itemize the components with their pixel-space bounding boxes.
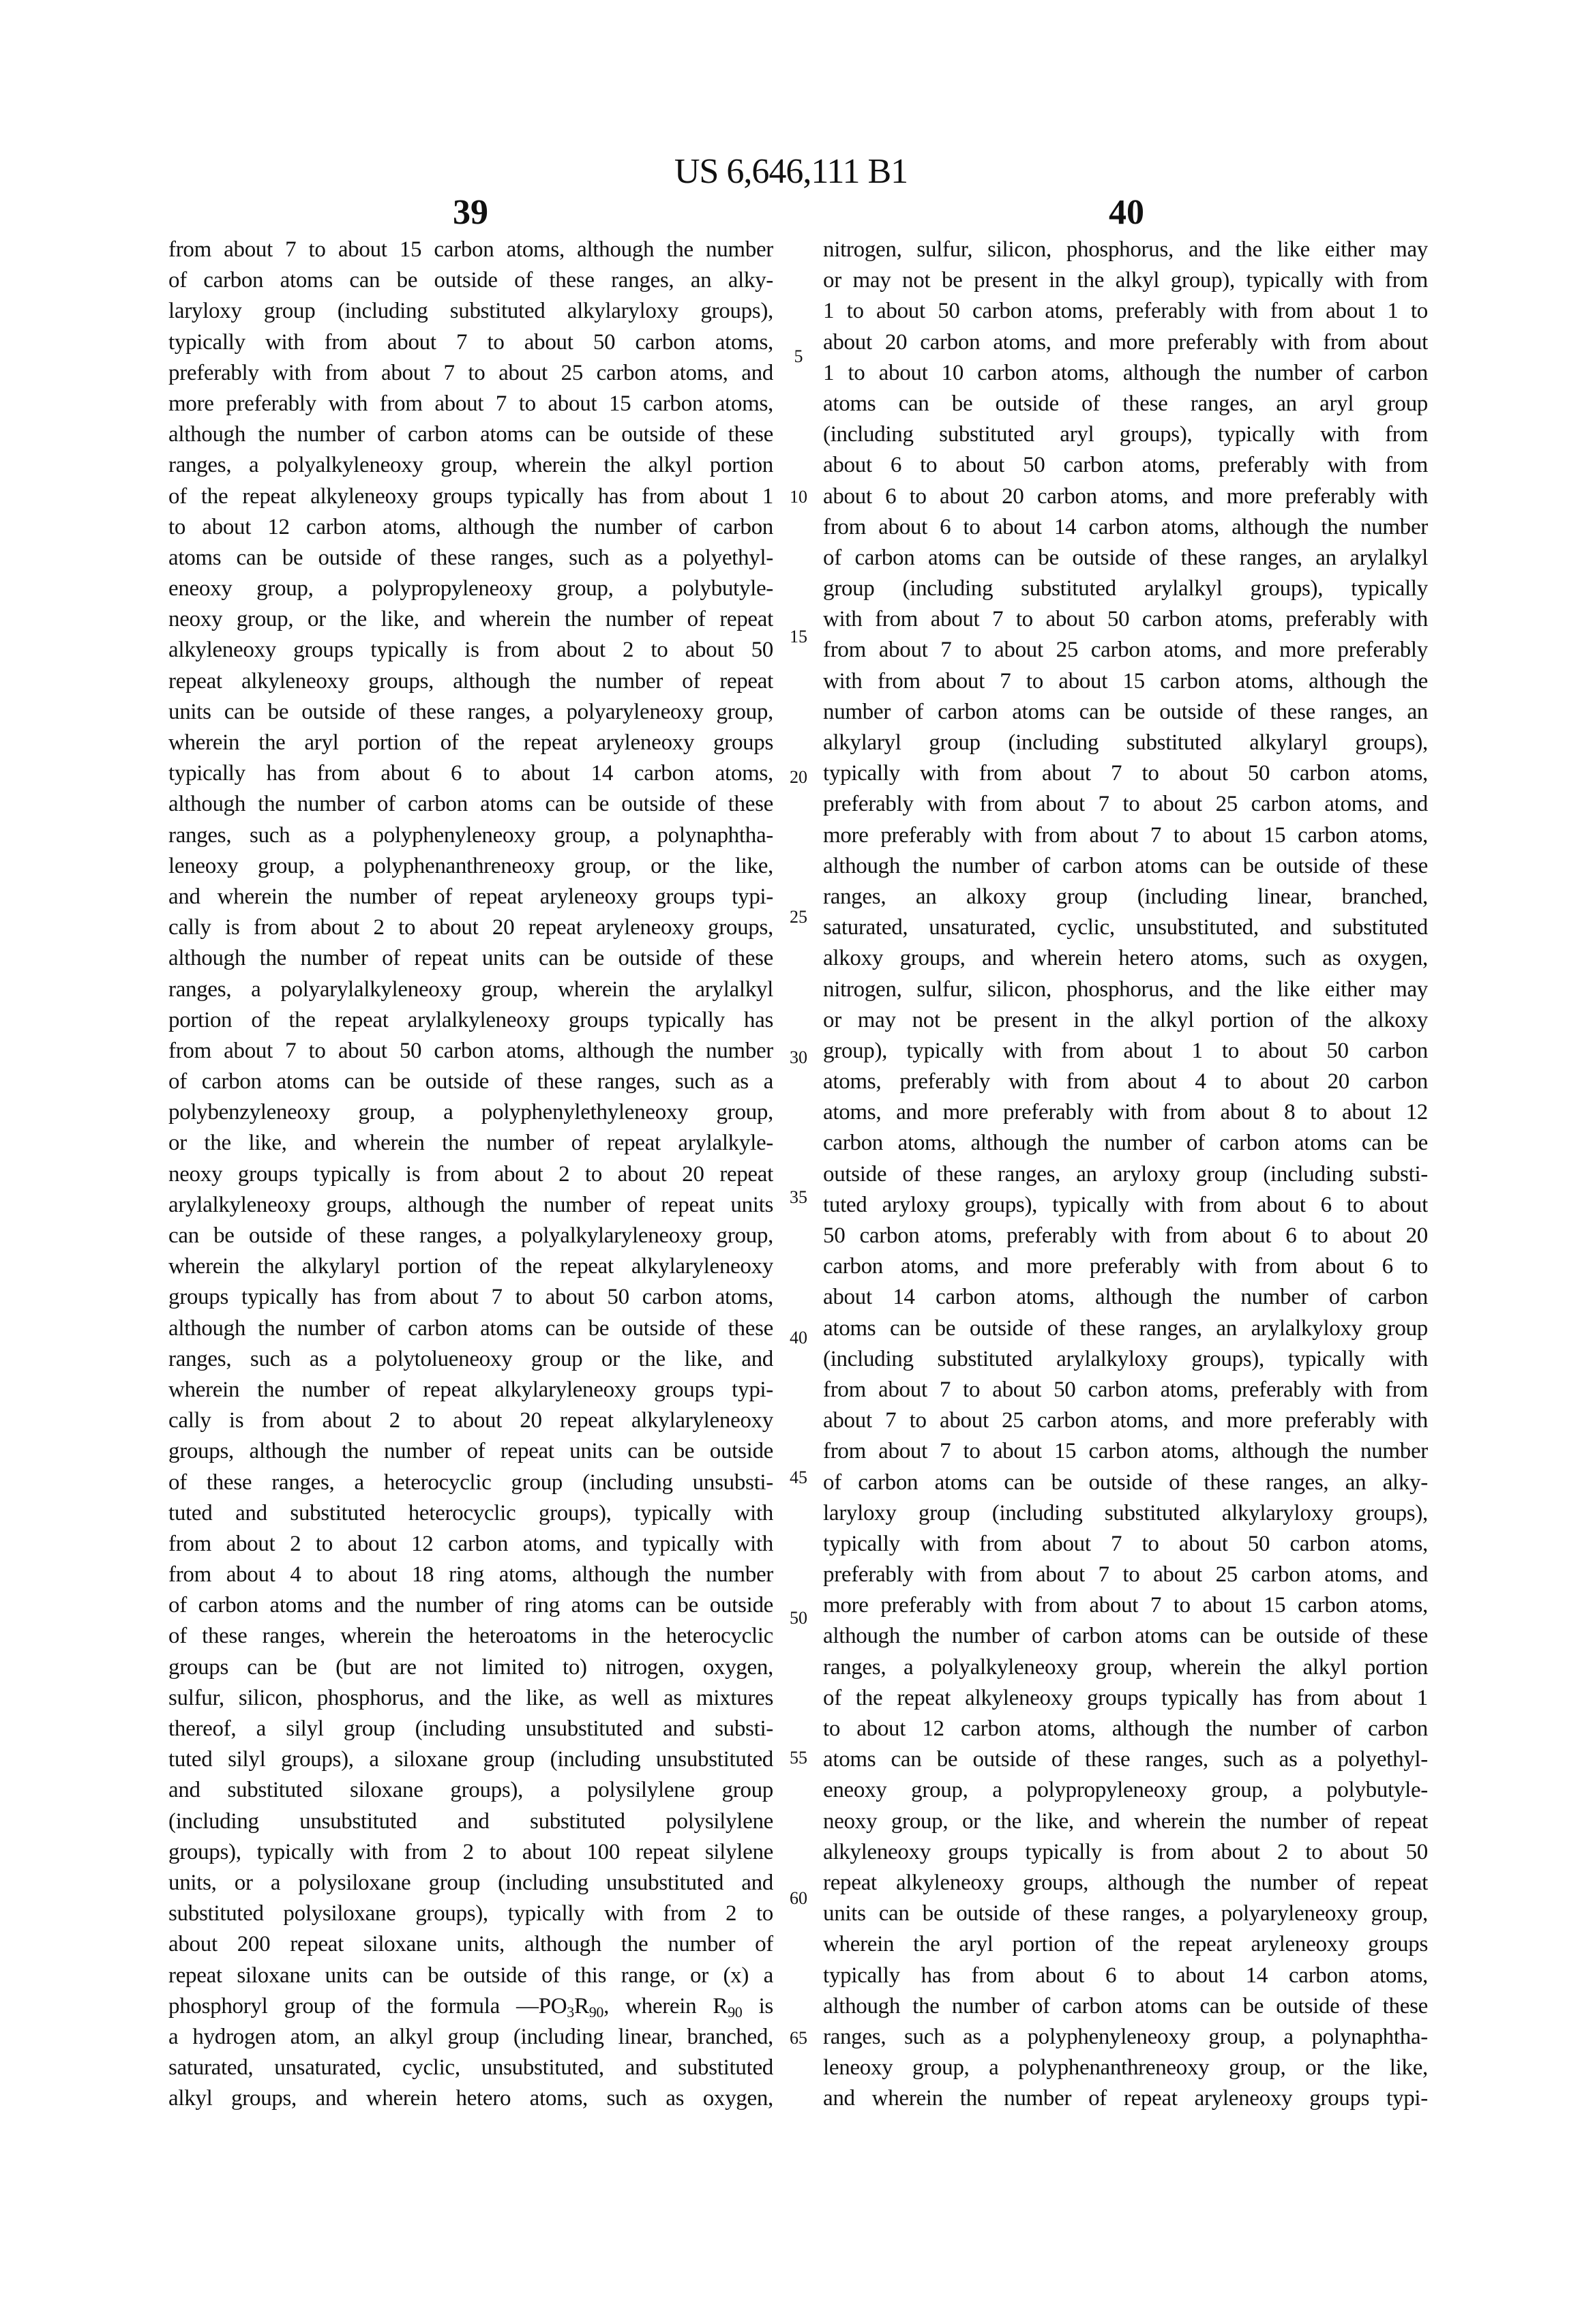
text-line: portion of the repeat arylalkyleneoxy groups typically has bbox=[168, 1005, 773, 1036]
text-line: a hydrogen atom, an alkyl group (including linear, branched, bbox=[168, 2022, 773, 2053]
right-text-column bbox=[823, 235, 1428, 2114]
text-line: from about 7 to about 50 carbon atoms, preferably with from bbox=[823, 1375, 1428, 1405]
text-line: atoms, and more preferably with from about 8 to about 12 bbox=[823, 1097, 1428, 1128]
margin-line-number: 5 bbox=[784, 346, 813, 367]
subscript: 90 bbox=[728, 2003, 742, 2021]
text-line: about 7 to about 25 carbon atoms, and more preferably with bbox=[823, 1405, 1428, 1436]
text-line: and substituted siloxane groups), a polysilylene group bbox=[168, 1775, 773, 1806]
text-line: tuted aryloxy groups), typically with from about 6 to about bbox=[823, 1190, 1428, 1221]
text-line: about 20 carbon atoms, and more preferably with from about bbox=[823, 327, 1428, 358]
text-line: although the number of repeat units can be outside of these bbox=[168, 943, 773, 974]
text-line: cally is from about 2 to about 20 repeat aryleneoxy groups, bbox=[168, 912, 773, 943]
text-line: alkyleneoxy groups typically is from about 2 to about 50 bbox=[168, 635, 773, 666]
margin-line-number: 10 bbox=[784, 487, 813, 507]
margin-line-number: 20 bbox=[784, 767, 813, 788]
text-line bbox=[168, 1991, 773, 2022]
text-line: carbon atoms, and more preferably with from about 6 to bbox=[823, 1251, 1428, 1282]
text-line: units can be outside of these ranges, a polyaryleneoxy group, bbox=[168, 697, 773, 728]
text-line: of the repeat alkyleneoxy groups typically has from about 1 bbox=[823, 1683, 1428, 1714]
text-line: neoxy groups typically is from about 2 to about 20 repeat bbox=[168, 1159, 773, 1190]
text-line: saturated, unsaturated, cyclic, unsubstituted, and substituted bbox=[823, 912, 1428, 943]
text-line: of these ranges, a heterocyclic group (including unsubsti- bbox=[168, 1468, 773, 1498]
text-line: typically has from about 6 to about 14 carbon atoms, bbox=[823, 1961, 1428, 1991]
column-number-right: 40 bbox=[1058, 192, 1195, 233]
text-line: with from about 7 to about 15 carbon atoms, although the bbox=[823, 666, 1428, 697]
text-line: outside of these ranges, an aryloxy group (including substi- bbox=[823, 1159, 1428, 1190]
text-segment: phosphoryl group of the formula —PO bbox=[168, 1994, 567, 2018]
text-line: about 200 repeat siloxane units, although the number of bbox=[168, 1929, 773, 1960]
margin-line-number: 15 bbox=[784, 627, 813, 647]
text-line: ranges, such as a polyphenyleneoxy group, a polynaphtha- bbox=[168, 820, 773, 851]
text-line: neoxy group, or the like, and wherein the number of repeat bbox=[823, 1806, 1428, 1837]
text-line: although the number of carbon atoms can be outside of these bbox=[823, 1991, 1428, 2022]
text-line: although the number of carbon atoms can be outside of these bbox=[168, 419, 773, 450]
text-line: or may not be present in the alkyl portion of the alkoxy bbox=[823, 1005, 1428, 1036]
text-line: repeat alkyleneoxy groups, although the number of repeat bbox=[823, 1868, 1428, 1898]
text-line: ranges, a polyarylalkyleneoxy group, wherein the arylalkyl bbox=[168, 974, 773, 1005]
text-line: of carbon atoms can be outside of these ranges, such as a bbox=[168, 1067, 773, 1097]
text-line: about 6 to about 20 carbon atoms, and more preferably with bbox=[823, 481, 1428, 512]
patent-number: US 6,646,111 B1 bbox=[0, 151, 1582, 192]
text-line: although the number of carbon atoms can be outside of these bbox=[168, 1313, 773, 1344]
text-line: wherein the aryl portion of the repeat aryleneoxy groups bbox=[823, 1929, 1428, 1960]
text-line: typically has from about 6 to about 14 carbon atoms, bbox=[168, 758, 773, 789]
text-line: of carbon atoms and the number of ring atoms can be outside bbox=[168, 1590, 773, 1621]
text-line: typically with from about 7 to about 50 carbon atoms, bbox=[168, 327, 773, 358]
margin-line-number: 50 bbox=[784, 1608, 813, 1628]
text-line: leneoxy group, a polyphenanthreneoxy group, or the like, bbox=[168, 851, 773, 882]
margin-line-number: 55 bbox=[784, 1748, 813, 1768]
text-line: preferably with from about 7 to about 25 carbon atoms, and bbox=[823, 789, 1428, 820]
text-line: sulfur, silicon, phosphorus, and the like, as well as mixtures bbox=[168, 1683, 773, 1714]
text-line: from about 7 to about 25 carbon atoms, and more preferably bbox=[823, 635, 1428, 666]
text-line: (including unsubstituted and substituted polysilylene bbox=[168, 1806, 773, 1837]
text-line: tuted silyl groups), a siloxane group (including unsubstituted bbox=[168, 1744, 773, 1775]
left-text-column bbox=[168, 235, 773, 2114]
text-line: from about 2 to about 12 carbon atoms, and typically with bbox=[168, 1529, 773, 1560]
text-line: of carbon atoms can be outside of these ranges, an alky- bbox=[823, 1468, 1428, 1498]
text-line: thereof, a silyl group (including unsubstituted and substi- bbox=[168, 1714, 773, 1744]
margin-line-number: 30 bbox=[784, 1047, 813, 1068]
margin-line-number: 45 bbox=[784, 1468, 813, 1488]
text-line: group), typically with from about 1 to about 50 carbon bbox=[823, 1036, 1428, 1067]
text-line: although the number of carbon atoms can be outside of these bbox=[168, 789, 773, 820]
margin-line-number: 35 bbox=[784, 1187, 813, 1208]
text-line: wherein the alkylaryl portion of the repeat alkylaryleneoxy bbox=[168, 1251, 773, 1282]
text-line: groups typically has from about 7 to about 50 carbon atoms, bbox=[168, 1282, 773, 1313]
text-line: and wherein the number of repeat aryleneoxy groups typi- bbox=[823, 2083, 1428, 2114]
text-line: from about 7 to about 50 carbon atoms, although the number bbox=[168, 1036, 773, 1067]
text-line: of these ranges, wherein the heteroatoms in the heterocyclic bbox=[168, 1621, 773, 1652]
text-line: of carbon atoms can be outside of these ranges, an alky- bbox=[168, 265, 773, 296]
text-line: typically with from about 7 to about 50 carbon atoms, bbox=[823, 758, 1428, 789]
text-line: of the repeat alkyleneoxy groups typically has from about 1 bbox=[168, 481, 773, 512]
text-line: cally is from about 2 to about 20 repeat alkylaryleneoxy bbox=[168, 1405, 773, 1436]
text-line: substituted polysiloxane groups), typically with from 2 to bbox=[168, 1898, 773, 1929]
text-line: ranges, such as a polyphenyleneoxy group, a polynaphtha- bbox=[823, 2022, 1428, 2053]
margin-line-number: 40 bbox=[784, 1328, 813, 1348]
text-line: group (including substituted arylalkyl groups), typically bbox=[823, 573, 1428, 604]
text-segment: , wherein R bbox=[603, 1994, 728, 2018]
text-line: atoms can be outside of these ranges, such as a polyethyl- bbox=[168, 543, 773, 573]
subscript: 90 bbox=[589, 2003, 603, 2021]
text-line: repeat alkyleneoxy groups, although the number of repeat bbox=[168, 666, 773, 697]
text-line: neoxy group, or the like, and wherein the number of repeat bbox=[168, 604, 773, 635]
text-line: (including substituted aryl groups), typically with from bbox=[823, 419, 1428, 450]
text-line: alkoxy groups, and wherein hetero atoms, such as oxygen, bbox=[823, 943, 1428, 974]
text-line: ranges, an alkoxy group (including linear, branched, bbox=[823, 882, 1428, 912]
text-line: ranges, such as a polytolueneoxy group or the like, and bbox=[168, 1344, 773, 1375]
text-line: leneoxy group, a polyphenanthreneoxy group, or the like, bbox=[823, 2053, 1428, 2083]
margin-line-number: 25 bbox=[784, 907, 813, 927]
margin-line-number: 65 bbox=[784, 2028, 813, 2049]
text-line: from about 6 to about 14 carbon atoms, although the number bbox=[823, 512, 1428, 543]
text-line: from about 4 to about 18 ring atoms, although the number bbox=[168, 1560, 773, 1590]
text-line: about 6 to about 50 carbon atoms, preferably with from bbox=[823, 450, 1428, 481]
text-line: preferably with from about 7 to about 25 carbon atoms, and bbox=[168, 358, 773, 389]
text-line: atoms, preferably with from about 4 to about 20 carbon bbox=[823, 1067, 1428, 1097]
text-line: preferably with from about 7 to about 25 carbon atoms, and bbox=[823, 1560, 1428, 1590]
text-line: although the number of carbon atoms can be outside of these bbox=[823, 851, 1428, 882]
text-line: alkylaryl group (including substituted alkylaryl groups), bbox=[823, 728, 1428, 758]
text-line: tuted and substituted heterocyclic groups), typically with bbox=[168, 1498, 773, 1529]
text-line: number of carbon atoms can be outside of these ranges, an bbox=[823, 697, 1428, 728]
text-line: typically with from about 7 to about 50 carbon atoms, bbox=[823, 1529, 1428, 1560]
text-line: and wherein the number of repeat aryleneoxy groups typi- bbox=[168, 882, 773, 912]
text-line: alkyl groups, and wherein hetero atoms, such as oxygen, bbox=[168, 2083, 773, 2114]
text-line: 1 to about 10 carbon atoms, although the number of carbon bbox=[823, 358, 1428, 389]
text-line: although the number of carbon atoms can be outside of these bbox=[823, 1621, 1428, 1652]
text-line: repeat siloxane units can be outside of this range, or (x) a bbox=[168, 1961, 773, 1991]
text-line: laryloxy group (including substituted alkylaryloxy groups), bbox=[168, 296, 773, 327]
text-line: groups, although the number of repeat units can be outside bbox=[168, 1436, 773, 1467]
text-line: saturated, unsaturated, cyclic, unsubstituted, and substituted bbox=[168, 2053, 773, 2083]
text-line: laryloxy group (including substituted alkylaryloxy groups), bbox=[823, 1498, 1428, 1529]
text-line: 1 to about 50 carbon atoms, preferably with from about 1 to bbox=[823, 296, 1428, 327]
text-line: more preferably with from about 7 to about 15 carbon atoms, bbox=[823, 1590, 1428, 1621]
text-line: from about 7 to about 15 carbon atoms, although the number bbox=[168, 235, 773, 265]
text-line: 50 carbon atoms, preferably with from about 6 to about 20 bbox=[823, 1221, 1428, 1251]
text-line: ranges, a polyalkyleneoxy group, wherein the alkyl portion bbox=[168, 450, 773, 481]
text-line: wherein the aryl portion of the repeat aryleneoxy groups bbox=[168, 728, 773, 758]
margin-line-number: 60 bbox=[784, 1888, 813, 1909]
subscript: 3 bbox=[567, 2003, 574, 2021]
text-line: carbon atoms, although the number of carbon atoms can be bbox=[823, 1128, 1428, 1159]
text-line: or the like, and wherein the number of repeat arylalkyle- bbox=[168, 1128, 773, 1159]
text-line: atoms can be outside of these ranges, such as a polyethyl- bbox=[823, 1744, 1428, 1775]
text-line: nitrogen, sulfur, silicon, phosphorus, and the like either may bbox=[823, 974, 1428, 1005]
text-line: about 14 carbon atoms, although the number of carbon bbox=[823, 1282, 1428, 1313]
text-line: from about 7 to about 15 carbon atoms, although the number bbox=[823, 1436, 1428, 1467]
text-line: arylalkyleneoxy groups, although the number of repeat units bbox=[168, 1190, 773, 1221]
text-line: units, or a polysiloxane group (including unsubstituted and bbox=[168, 1868, 773, 1898]
text-line: units can be outside of these ranges, a polyaryleneoxy group, bbox=[823, 1898, 1428, 1929]
text-line: with from about 7 to about 50 carbon atoms, preferably with bbox=[823, 604, 1428, 635]
text-line: or may not be present in the alkyl group), typically with from bbox=[823, 265, 1428, 296]
text-line: eneoxy group, a polypropyleneoxy group, a polybutyle- bbox=[168, 573, 773, 604]
text-line: of carbon atoms can be outside of these ranges, an arylalkyl bbox=[823, 543, 1428, 573]
text-line: can be outside of these ranges, a polyalkylaryleneoxy group, bbox=[168, 1221, 773, 1251]
text-segment: is bbox=[743, 1994, 773, 2018]
text-line: (including substituted arylalkyloxy groups), typically with bbox=[823, 1344, 1428, 1375]
text-line: groups), typically with from 2 to about 100 repeat silylene bbox=[168, 1837, 773, 1868]
column-number-left: 39 bbox=[402, 192, 539, 233]
text-line: atoms can be outside of these ranges, an aryl group bbox=[823, 389, 1428, 419]
text-line: groups can be (but are not limited to) nitrogen, oxygen, bbox=[168, 1652, 773, 1683]
text-line: more preferably with from about 7 to about 15 carbon atoms, bbox=[168, 389, 773, 419]
text-line: alkyleneoxy groups typically is from about 2 to about 50 bbox=[823, 1837, 1428, 1868]
text-line: atoms can be outside of these ranges, an arylalkyloxy group bbox=[823, 1313, 1428, 1344]
text-line: wherein the number of repeat alkylaryleneoxy groups typi- bbox=[168, 1375, 773, 1405]
text-segment: R bbox=[574, 1994, 589, 2018]
text-line: polybenzyleneoxy group, a polyphenylethyleneoxy group, bbox=[168, 1097, 773, 1128]
text-line: eneoxy group, a polypropyleneoxy group, a polybutyle- bbox=[823, 1775, 1428, 1806]
text-line: more preferably with from about 7 to about 15 carbon atoms, bbox=[823, 820, 1428, 851]
text-line: to about 12 carbon atoms, although the number of carbon bbox=[168, 512, 773, 543]
text-line: ranges, a polyalkyleneoxy group, wherein the alkyl portion bbox=[823, 1652, 1428, 1683]
text-line: to about 12 carbon atoms, although the number of carbon bbox=[823, 1714, 1428, 1744]
text-line: nitrogen, sulfur, silicon, phosphorus, and the like either may bbox=[823, 235, 1428, 265]
